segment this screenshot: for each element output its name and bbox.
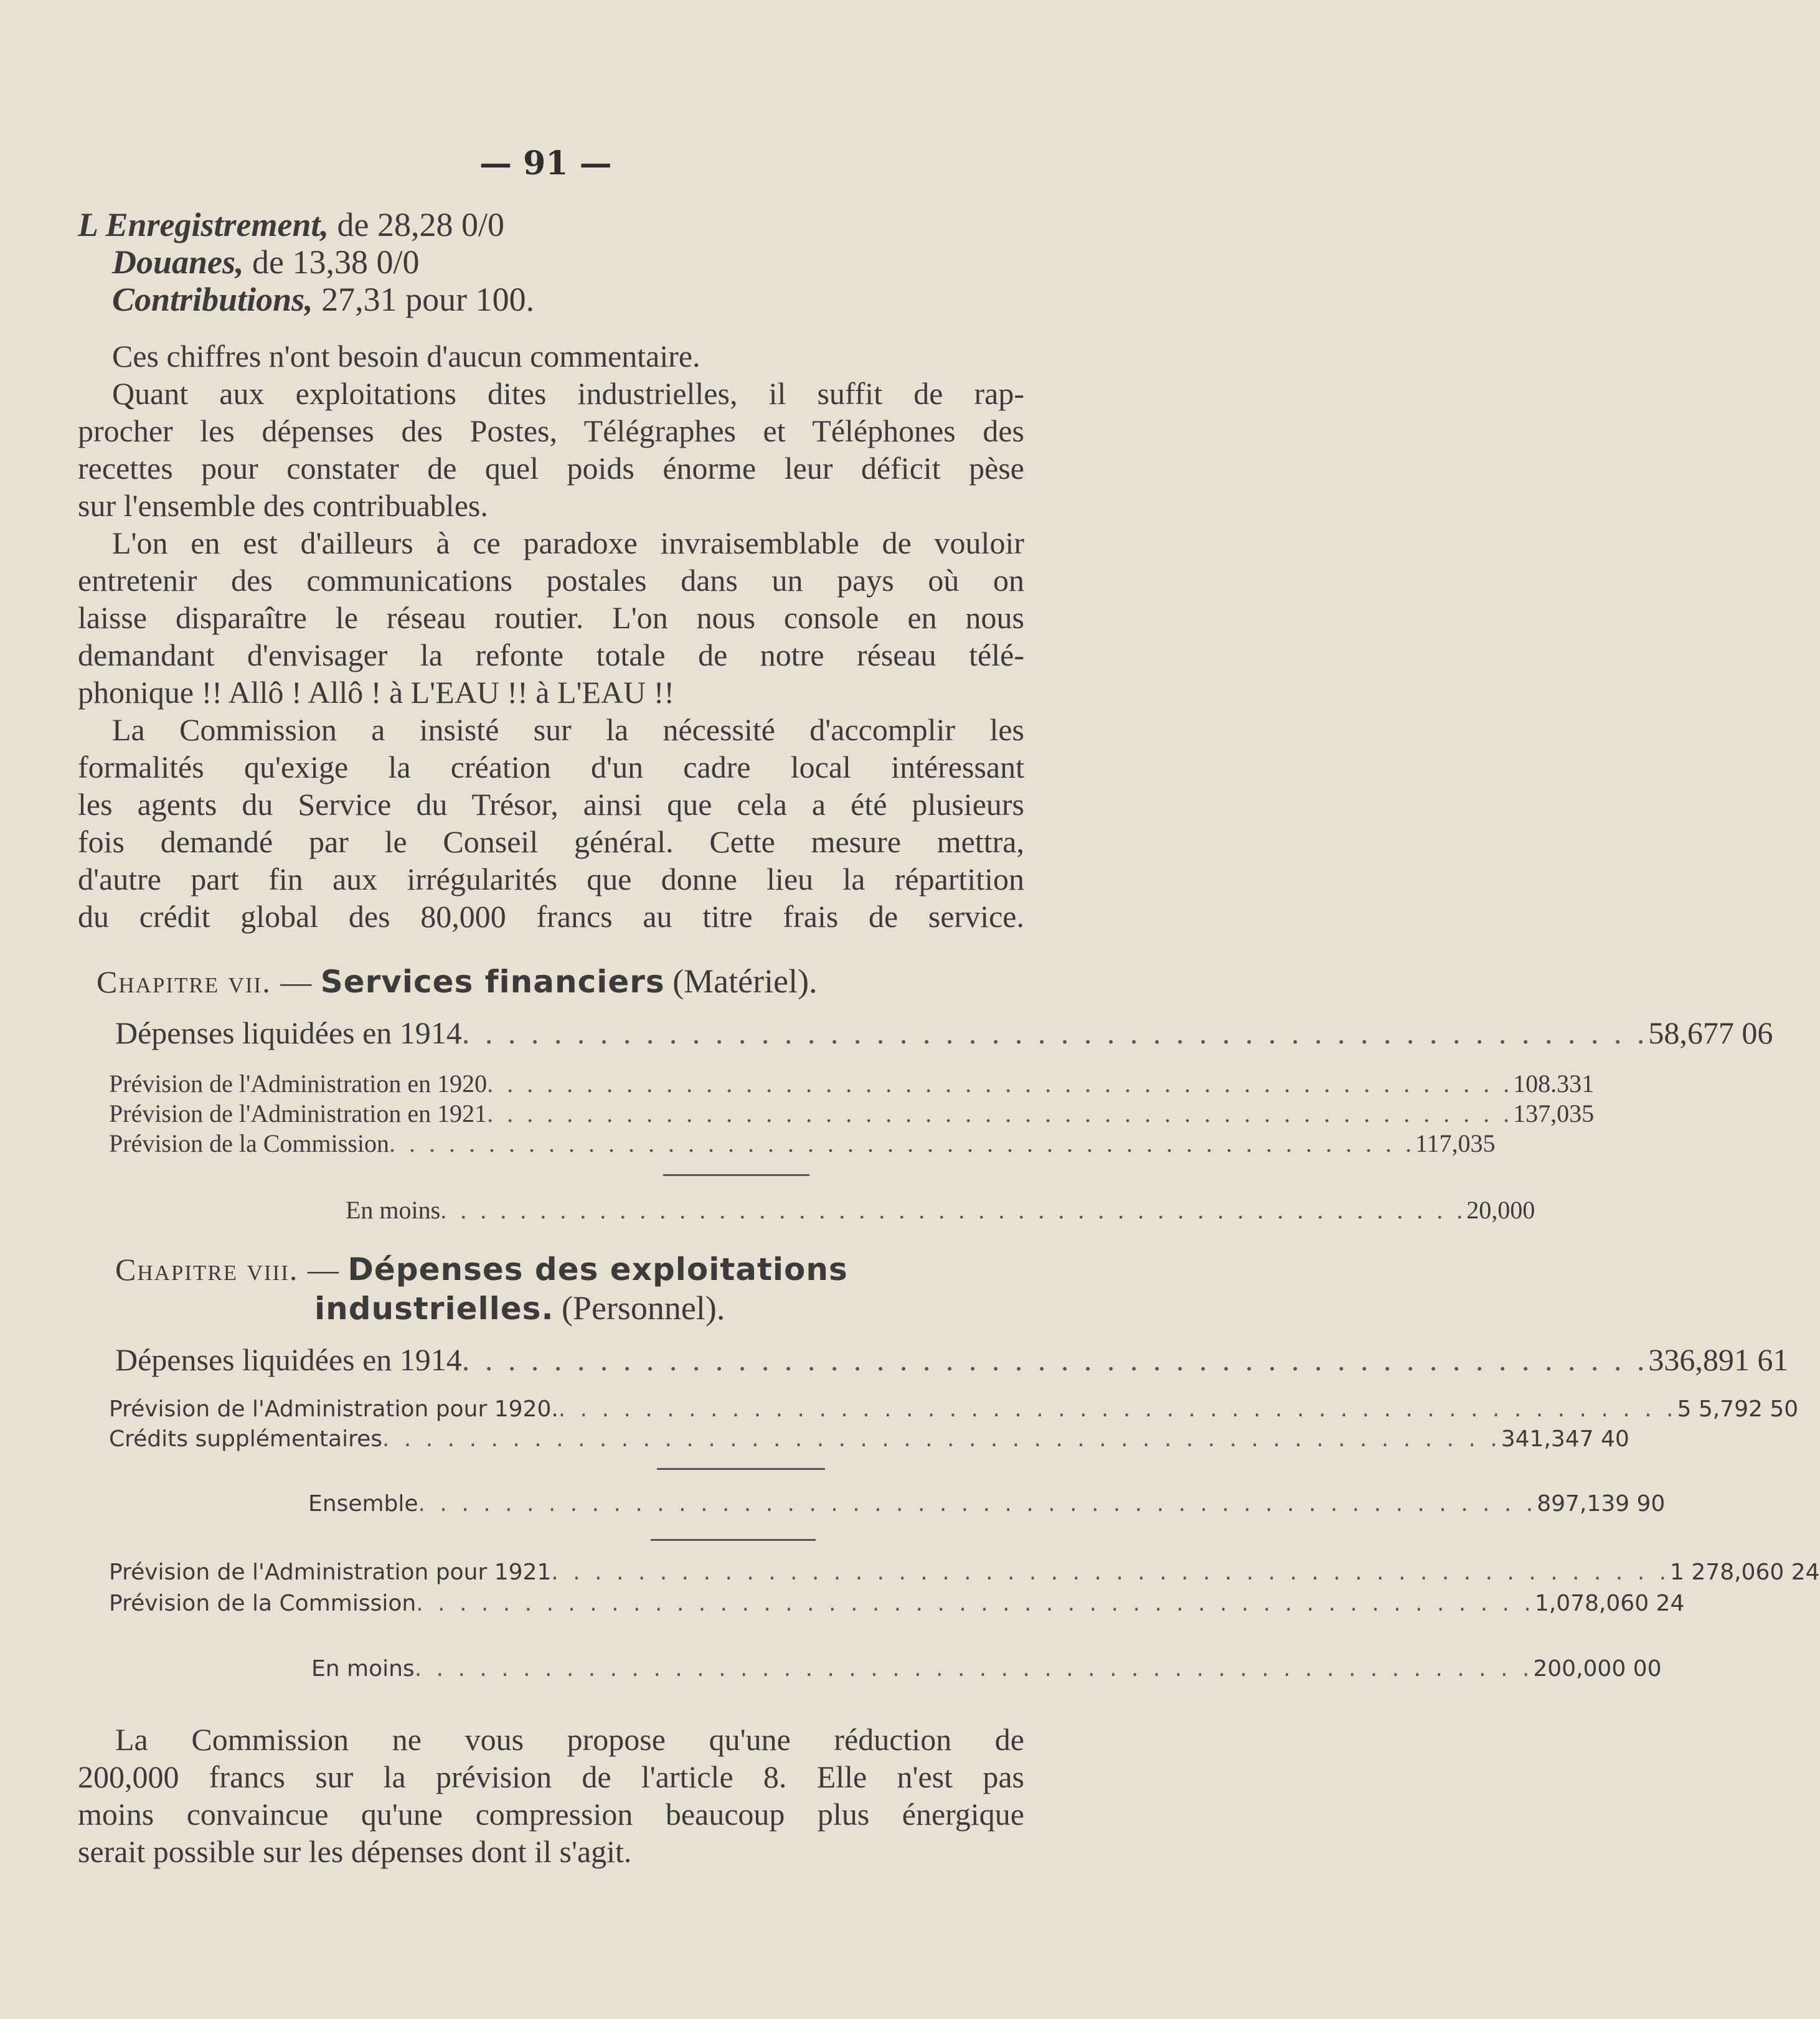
intro-line-1: L Enregistrement, de 28,28 0/0 [78,206,505,243]
chapter-8-row-b-2: Prévision de la Commission . . . . . . . . . . . . . . . . . . . . . . . . . . . . . . . . . . . . . . . . . . . . . . . . . . . . 1,078,060 24 [109,1591,1685,1616]
paragraph-1-line-1: Ces chiffres n'ont besoin d'aucun commentaire. [112,339,700,374]
paragraph-1-line-10: phonique !! Allô ! Allô ! à L'EAU !! à L'EAU !! [78,675,675,710]
chapter-8-spent-row: Dépenses liquidées en 1914 . . . . . . . . . . . . . . . . . . . . . . . . . . . . . . . . . . . . . . . . . . . . . . . . . . . . 336,891 61 [115,1342,1789,1377]
paragraph-2-line-2: 200,000 francs sur la prévision de l'article 8. Elle n'est pas [78,1759,1024,1794]
paragraph-1-line-4: recettes pour constater de quel poids énorme leur déficit pèse [78,451,1024,486]
paragraph-2-line-1: La Commission ne vous propose qu'une réduction de [115,1722,1024,1757]
paragraph-1-line-3: procher les dépenses des Postes, Télégraphes et Téléphones des [78,413,1024,448]
chapter-7-less-row: En moins . . . . . . . . . . . . . . . . . . . . . . . . . . . . . . . . . . . . . . . . . . . . . . . . . . . . 20,000 [346,1196,1535,1224]
chapter-8-sum-rule-2 [651,1539,816,1541]
paragraph-1-line-2: Quant aux exploitations dites industrielles, il suffit de rap- [112,376,1024,411]
chapter-7-spent-row: Dépenses liquidées en 1914 . . . . . . . . . . . . . . . . . . . . . . . . . . . . . . . . . . . . . . . . . . . . . . . . . . . . 58,677 06 [115,1015,1773,1050]
paragraph-1-line-15: d'autre part fin aux irrégularités que donne lieu la répartition [78,862,1024,897]
paragraph-1-line-8: laisse disparaître le réseau routier. L'on nous console en nous [78,600,1024,635]
chapter-7-row-3: Prévision de la Commission . . . . . . . . . . . . . . . . . . . . . . . . . . . . . . . . . . . . . . . . . . . . . . . . . . . . 117,035 [109,1129,1496,1157]
paragraph-1-line-14: fois demandé par le Conseil général. Cette mesure mettra, [78,824,1024,859]
paragraph-1-line-12: formalités qu'exige la création d'un cadre local intéressant [78,750,1024,784]
paragraph-1-line-6: L'on en est d'ailleurs à ce paradoxe invraisemblable de vouloir [112,525,1024,560]
chapter-8-heading-line-1: Chapitre viii. — Dépenses des exploitations [115,1251,848,1287]
chapter-8-row-a-1: Prévision de l'Administration pour 1920. . . . . . . . . . . . . . . . . . . . . . . . . . . . . . . . . . . . . . . . . . . . . . . . . . . . . 5 5,792 50 [109,1396,1799,1422]
chapter-7-row-1: Prévision de l'Administration en 1920 . . . . . . . . . . . . . . . . . . . . . . . . . . . . . . . . . . . . . . . . . . . . . . . . . . . . 108.331 [109,1070,1595,1098]
paragraph-1-line-5: sur l'ensemble des contribuables. [78,488,488,523]
paragraph-2-line-3: moins convaincue qu'une compression beaucoup plus énergique [78,1797,1024,1832]
chapter-7-sum-rule [663,1174,809,1176]
chapter-8-row-b-1: Prévision de l'Administration pour 1921 . . . . . . . . . . . . . . . . . . . . . . . . . . . . . . . . . . . . . . . . . . . . . . . . . . . . 1 278,060 24 [109,1560,1820,1585]
paragraph-1-line-13: les agents du Service du Trésor, ainsi que cela a été plusieurs [78,787,1024,822]
page-number: — 91 — [479,144,612,182]
paragraph-1-line-9: demandant d'envisager la refonte totale de notre réseau télé- [78,638,1024,672]
paragraph-1-line-7: entretenir des communications postales dans un pays où on [78,563,1024,598]
paragraph-1-line-11: La Commission a insisté sur la nécessité d'accomplir les [112,712,1024,747]
chapter-7-row-2: Prévision de l'Administration en 1921 . . . . . . . . . . . . . . . . . . . . . . . . . . . . . . . . . . . . . . . . . . . . . . . . . . . . 137,035 [109,1099,1595,1127]
chapter-8-heading-line-2: industrielles. (Personnel). [314,1289,725,1327]
paragraph-1-line-16: du crédit global des 80,000 francs au titre frais de service. [78,899,1024,934]
chapter-8-total-row: Ensemble . . . . . . . . . . . . . . . . . . . . . . . . . . . . . . . . . . . . . . . . . . . . . . . . . . . . 897,139 90 [308,1491,1666,1517]
chapter-8-less-row: En moins . . . . . . . . . . . . . . . . . . . . . . . . . . . . . . . . . . . . . . . . . . . . . . . . . . . . 200,000 00 [311,1656,1662,1682]
chapter-8-row-a-2: Crédits supplémentaires . . . . . . . . . . . . . . . . . . . . . . . . . . . . . . . . . . . . . . . . . . . . . . . . . . . . 341,347 40 [109,1426,1629,1452]
intro-line-2: Douanes, de 13,38 0/0 [112,243,420,281]
paragraph-2-line-4: serait possible sur les dépenses dont il s'agit. [78,1834,632,1869]
chapter-7-heading: Chapitre vii. — Services financiers (Matériel). [97,962,818,1000]
chapter-8-sum-rule-1 [657,1468,825,1470]
intro-line-3: Contributions, 27,31 pour 100. [112,281,535,318]
